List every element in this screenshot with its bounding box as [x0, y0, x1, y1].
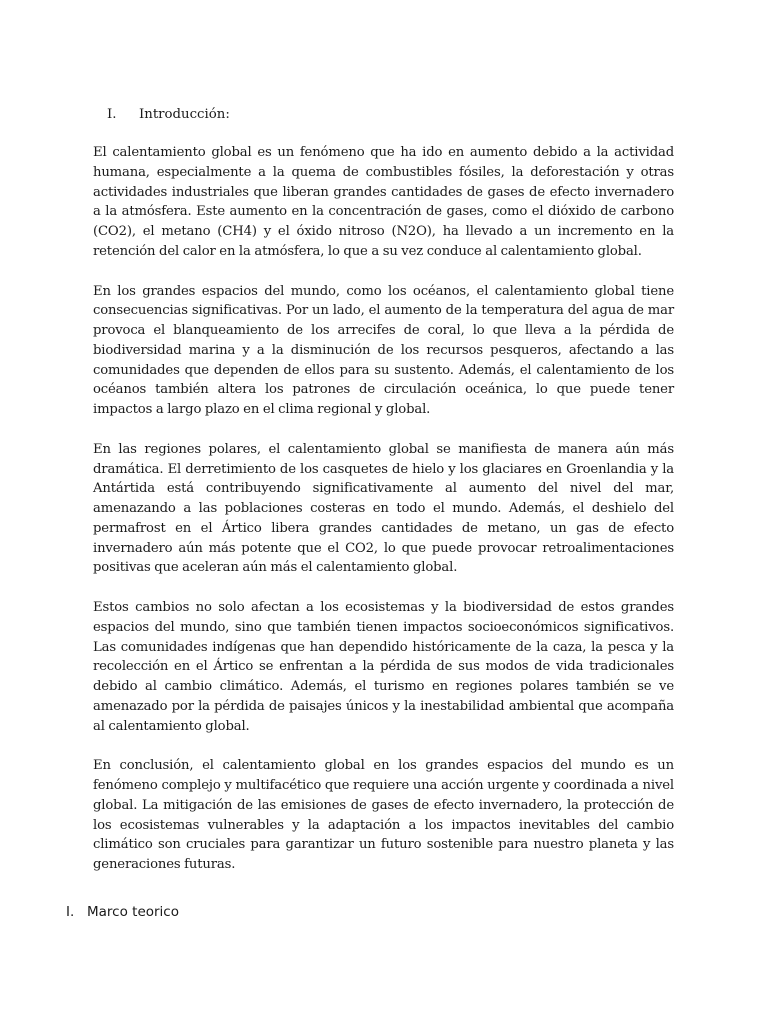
section-heading-title: Marco teorico	[87, 904, 179, 920]
intro-heading	[107, 106, 230, 124]
intro-heading-number: I.	[107, 107, 117, 122]
section-heading	[66, 903, 179, 921]
paragraph-conclusion: En conclusión, el calentamiento global en los grandes espacios del mundo es un fenómeno complejo y multifacético que requiere una acción urgente y coordinada a nivel global. La mitigación de las emisiones de gases de efecto invernadero, la protección de los ecosistemas vulnerables y la adaptación a los impactos inevitables del cambio climático son cruciales para garantizar un futuro sostenible para nuestro planeta y las generaciones futuras.	[93, 758, 674, 872]
intro-heading-title: Introducción:	[139, 107, 230, 122]
paragraph-intro: El calentamiento global es un fenómeno que ha ido en aumento debido a la actividad humana, especialmente a la quema de combustibles fósiles, la deforestación y otras actividades industriales que liberan grandes cantidades de gases de efecto invernadero a la atmósfera. Este aumento en la concentración de gases, como el dióxido de carbono (CO2), el metano (CH4) y el óxido nitroso (N2O), ha llevado a un incremento en la retención del calor en la atmósfera, lo que a su vez conduce al calentamiento global.	[93, 145, 674, 259]
paragraph-socioeconomic: Estos cambios no solo afectan a los ecosistemas y la biodiversidad de estos grandes espacios del mundo, sino que también tienen impactos socioeconómicos significativos. Las comunidades indígenas que han dependido históricamente de la caza, la pesca y la recolección en el Ártico se enfrentan a la pérdida de sus modos de vida tradicionales debido al cambio climático. Además, el turismo en regiones polares también se ve amenazado por la pérdida de paisajes únicos y la inestabilidad ambiental que acompaña al calentamiento global.	[93, 600, 674, 734]
paragraph-polar-regions: En las regiones polares, el calentamiento global se manifiesta de manera aún más dramática. El derretimiento de los casquetes de hielo y los glaciares en Groenlandia y la Antártida está contribuyendo significativamente al aumento del nivel del mar, amenazando a las poblaciones costeras en todo el mundo. Además, el deshielo del permafrost en el Ártico libera grandes cantidades de metano, un gas de efecto invernadero aún más potente que el CO2, lo que puede provocar retroalimentaciones positivas que aceleran aún más el calentamiento global.	[93, 441, 674, 576]
paragraph-oceans: En los grandes espacios del mundo, como los océanos, el calentamiento global tiene consecuencias significativas. Por un lado, el aumento de la temperatura del agua de mar provoca el blanqueamiento de los arrecifes de coral, lo que lleva a la pérdida de biodiversidad marina y a la disminución de los recursos pesqueros, afectando a las comunidades que dependen de ellos para su sustento. Además, el calentamiento de los océanos también altera los patrones de circulación oceánica, lo que puede tener impactos a largo plazo en el clima regional y global.	[93, 283, 674, 417]
body-text	[93, 143, 674, 875]
section-heading-number: I.	[66, 904, 75, 920]
